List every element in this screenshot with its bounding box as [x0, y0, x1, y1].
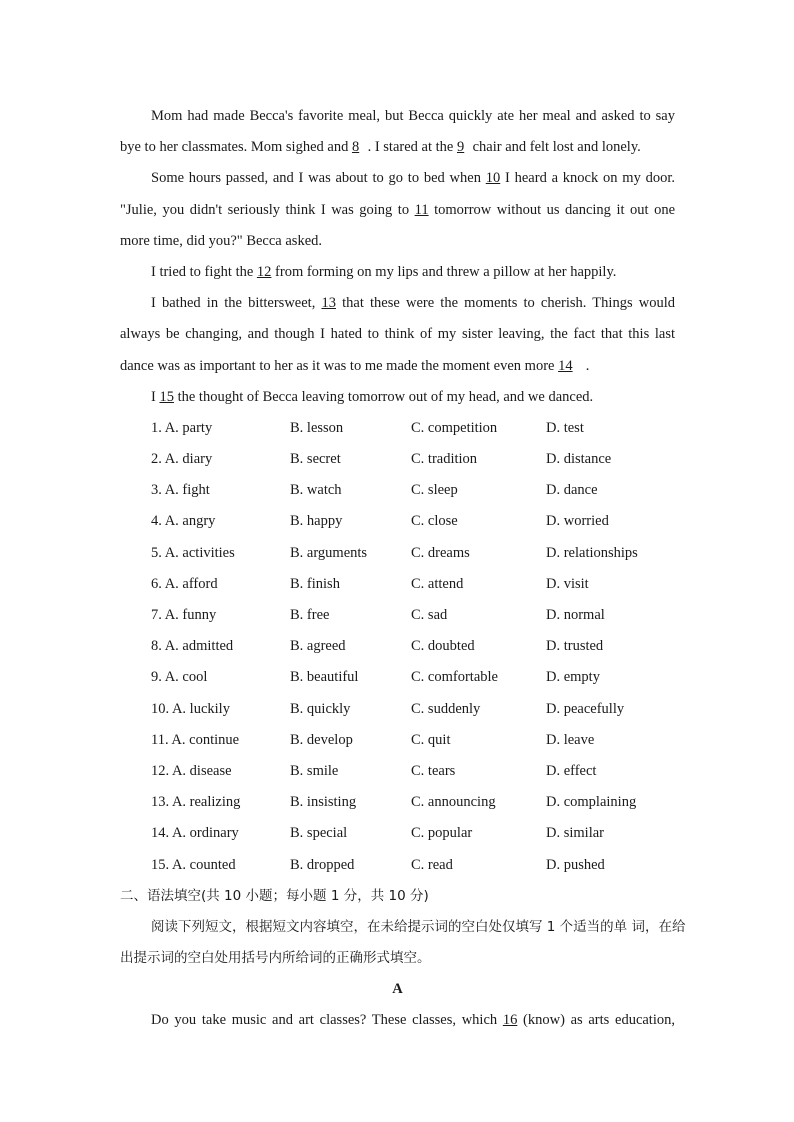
option-a: 11. A. continue — [151, 731, 240, 748]
instruction-line-1: 阅读下列短文，根据短文内容填空，在未给提示词的空白处仅填写 1 个适当的单 词，在给 — [151, 918, 686, 935]
option-c: C. popular — [411, 825, 473, 842]
text: I bathed in the bittersweet, — [151, 295, 322, 312]
option-a: 6. A. afford — [151, 575, 218, 592]
option-row — [120, 631, 675, 662]
option-row — [120, 787, 675, 818]
paragraph-2-line-3 — [120, 226, 675, 257]
option-b: B. free — [290, 607, 330, 623]
option-a: 13. A. realizing — [151, 794, 241, 811]
option-c: C. competition — [411, 419, 498, 436]
option-a: 1. A. party — [151, 419, 213, 436]
option-row — [120, 662, 675, 693]
option-a: 10. A. luckily — [151, 700, 230, 717]
option-a: 12. A. disease — [151, 762, 232, 779]
option-d: D. peacefully — [546, 700, 625, 717]
text: bye to her classmates. Mom sighed and — [120, 139, 352, 156]
text: "Julie, you didn't seriously think I was going to — [120, 201, 415, 218]
option-row — [120, 444, 675, 475]
option-a: 9. A. cool — [151, 669, 208, 686]
paragraph-1-line-2 — [120, 132, 675, 163]
text: the thought of Becca leaving tomorrow out of my head, and we danced. — [173, 388, 594, 405]
option-c: C. tradition — [411, 451, 478, 468]
option-c: C. dreams — [411, 544, 470, 561]
option-row — [120, 569, 675, 600]
option-b: B. watch — [290, 482, 342, 499]
passage-label: A — [392, 981, 403, 998]
option-c: C. close — [411, 513, 458, 530]
text: always be changing, and though I hated to think of my sister leaving, the fact that this last — [120, 326, 675, 343]
paragraph-4-line-3 — [120, 351, 675, 382]
option-d: D. normal — [546, 607, 605, 623]
option-row — [120, 850, 675, 881]
option-row — [120, 694, 675, 725]
option-c: C. attend — [411, 575, 464, 592]
paragraph-1-line-1 — [120, 101, 675, 132]
option-c: C. tears — [411, 762, 456, 779]
option-b: B. arguments — [290, 544, 368, 561]
option-b: B. smile — [290, 762, 339, 779]
option-d: D. test — [546, 419, 584, 436]
blank-14: 14 — [558, 357, 573, 374]
option-row — [120, 756, 675, 787]
option-row — [120, 725, 675, 756]
text: Some hours passed, and I was about to go to bed when — [151, 170, 486, 187]
option-d: D. similar — [546, 825, 604, 842]
option-d: D. complaining — [546, 794, 637, 811]
text: more time, did you?" Becca asked. — [120, 232, 323, 249]
blank-15: 15 — [159, 388, 174, 405]
document-body — [120, 101, 686, 1037]
option-a: 14. A. ordinary — [151, 825, 239, 842]
option-d: D. worried — [546, 513, 609, 530]
option-d: D. leave — [546, 731, 595, 748]
option-d: D. effect — [546, 762, 597, 779]
option-row — [120, 506, 675, 537]
option-b: B. lesson — [290, 419, 344, 436]
paragraph-4-line-2 — [120, 319, 675, 350]
blank-11: 11 — [414, 201, 429, 218]
text: . — [582, 357, 590, 374]
blank-8: 8 — [351, 139, 360, 156]
passage-a-line-1 — [120, 1005, 675, 1036]
paragraph-4-line-1 — [120, 288, 675, 319]
option-a: 7. A. funny — [151, 607, 217, 623]
blank-12: 12 — [256, 263, 272, 280]
blank-9: 9 — [456, 139, 465, 156]
option-b: B. finish — [290, 575, 340, 592]
text: tomorrow without us dancing it out one — [428, 201, 675, 218]
option-d: D. dance — [546, 482, 598, 499]
option-b: B. quickly — [290, 700, 351, 717]
text: Mom had made Becca's favorite meal, but Becca quickly ate her meal and asked to say — [151, 108, 675, 124]
option-d: D. trusted — [546, 638, 604, 655]
instruction-line-2: 出提示词的空白处用括号内所给词的正确形式填空。 — [120, 950, 431, 967]
option-a: 4. A. angry — [151, 513, 216, 530]
option-a: 2. A. diary — [151, 451, 213, 468]
option-a: 5. A. activities — [151, 544, 235, 561]
blank-16: 16 — [502, 1012, 518, 1029]
option-c: C. announcing — [411, 794, 496, 811]
paragraph-2-line-2 — [120, 195, 675, 226]
option-b: B. agreed — [290, 638, 346, 655]
text: (know) as arts education, — [517, 1012, 675, 1029]
blank-10: 10 — [485, 170, 501, 187]
option-d: D. visit — [546, 575, 589, 592]
option-b: B. insisting — [290, 794, 357, 811]
option-b: B. happy — [290, 513, 343, 530]
option-row — [120, 413, 675, 444]
text: I heard a knock on my door. — [500, 170, 675, 187]
paragraph-3 — [120, 257, 675, 288]
option-c: C. sleep — [411, 482, 458, 499]
text: that these were the moments to cherish. Things would — [335, 295, 675, 312]
answer-options — [120, 413, 675, 881]
option-b: B. dropped — [290, 856, 355, 873]
option-b: B. special — [290, 825, 348, 842]
option-c: C. comfortable — [411, 669, 498, 686]
option-c: C. read — [411, 856, 453, 873]
section-2-title: 二、语法填空(共 10 小题；每小题 1 分，共 10 分) — [120, 887, 429, 904]
option-row — [120, 475, 675, 506]
option-d: D. empty — [546, 669, 600, 686]
option-b: B. beautiful — [290, 669, 359, 686]
paragraph-2-line-1 — [120, 163, 675, 194]
option-row — [120, 538, 675, 569]
option-row — [120, 600, 675, 631]
blank-13: 13 — [321, 295, 336, 312]
option-c: C. quit — [411, 731, 451, 748]
option-b: B. develop — [290, 731, 353, 748]
option-row — [120, 818, 675, 849]
text: chair and felt lost and lonely. — [468, 139, 641, 156]
text: I tried to fight the — [151, 263, 257, 280]
option-c: C. doubted — [411, 638, 475, 655]
option-c: C. suddenly — [411, 700, 481, 717]
option-a: 15. A. counted — [151, 856, 236, 873]
paragraph-5 — [120, 382, 675, 413]
text: Do you take music and art classes? These classes, which — [151, 1012, 503, 1029]
text: I — [151, 388, 160, 405]
option-d: D. pushed — [546, 856, 605, 873]
text: . I stared at the — [363, 139, 457, 156]
option-d: D. distance — [546, 451, 612, 468]
option-a: 8. A. admitted — [151, 638, 234, 655]
option-a: 3. A. fight — [151, 482, 210, 499]
option-b: B. secret — [290, 451, 341, 468]
option-d: D. relationships — [546, 544, 638, 561]
text: dance was as important to her as it was to me made the moment even more — [120, 357, 559, 374]
text: from forming on my lips and threw a pillow at her happily. — [271, 263, 617, 280]
option-c: C. sad — [411, 607, 448, 623]
